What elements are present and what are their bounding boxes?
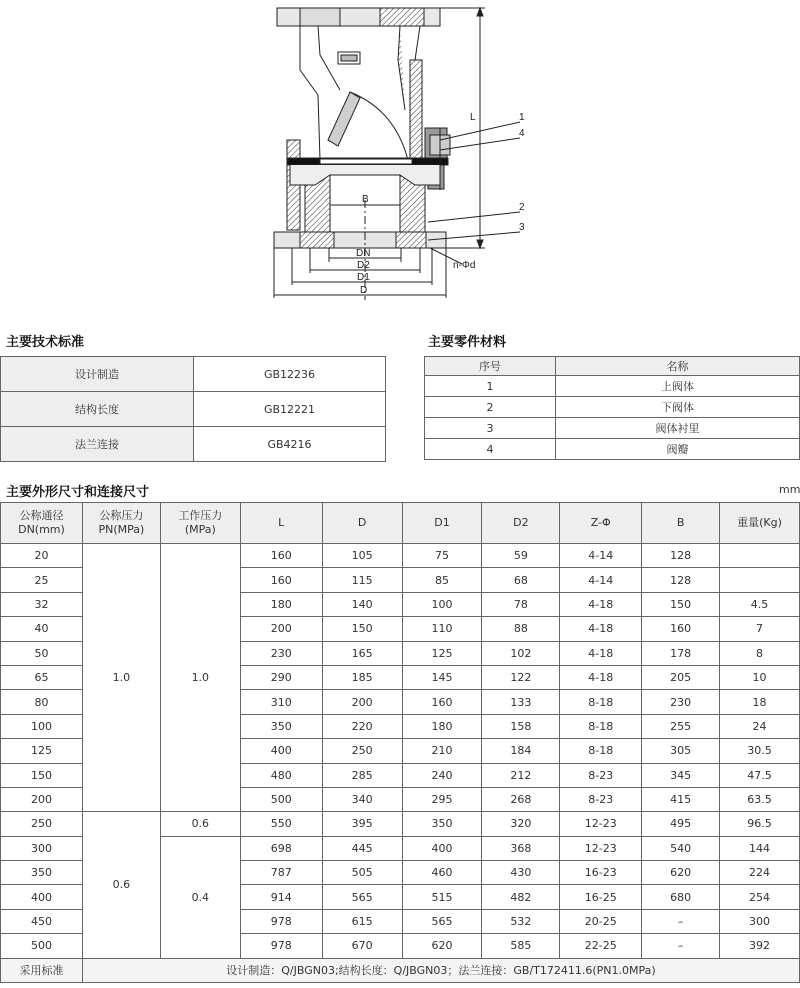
- cell-d1: 565: [402, 909, 482, 933]
- cell-z: 4-18: [560, 617, 642, 641]
- table-header-row: [1, 503, 800, 544]
- cell-z: 4-18: [560, 665, 642, 689]
- cell-dn: 80: [1, 690, 83, 714]
- cell-b: 128: [642, 568, 720, 592]
- standards-label: 采用标准: [1, 958, 83, 982]
- cell-l: 550: [240, 812, 322, 836]
- cell-z: 20-25: [560, 909, 642, 933]
- materials-table: [424, 356, 800, 460]
- cell-weight: 300: [720, 909, 800, 933]
- cell-d1: 620: [402, 934, 482, 958]
- cell-b: 160: [642, 617, 720, 641]
- cell-dn: 100: [1, 714, 83, 738]
- cell-pn: 1.0: [82, 544, 160, 812]
- cell-d2: 320: [482, 812, 560, 836]
- col-header-D2: D2: [482, 503, 560, 544]
- cell-pn: 0.6: [82, 812, 160, 958]
- cell-z: 4-14: [560, 568, 642, 592]
- cell-d1: 460: [402, 861, 482, 885]
- cell-d1: 295: [402, 787, 482, 811]
- cell-b: –: [642, 909, 720, 933]
- cell-d2: 482: [482, 885, 560, 909]
- part-callout-4: 4: [519, 128, 525, 139]
- cell-dn: 500: [1, 934, 83, 958]
- cell-d: 565: [322, 885, 402, 909]
- cell-d2: 122: [482, 665, 560, 689]
- cell-d: 105: [322, 544, 402, 568]
- cell-d: 340: [322, 787, 402, 811]
- col-header-D: D: [322, 503, 402, 544]
- cell-l: 978: [240, 909, 322, 933]
- cell-b: 178: [642, 641, 720, 665]
- cell-z: 12-23: [560, 836, 642, 860]
- cell-b: 230: [642, 690, 720, 714]
- col-header-name: 名称: [556, 357, 800, 376]
- cell-b: –: [642, 934, 720, 958]
- cell-d: 185: [322, 665, 402, 689]
- cell-l: 400: [240, 739, 322, 763]
- cell-wp: 0.4: [160, 836, 240, 958]
- dim-label-D1: D1: [357, 272, 370, 283]
- cell-d1: 125: [402, 641, 482, 665]
- cell-l: 978: [240, 934, 322, 958]
- cell-weight: [720, 544, 800, 568]
- cell-wp: 0.6: [160, 812, 240, 836]
- cell-d: 200: [322, 690, 402, 714]
- cell-dn: 300: [1, 836, 83, 860]
- tech-value: GB4216: [194, 427, 386, 462]
- cell-l: 160: [240, 544, 322, 568]
- tech-standards-title: 主要技术标准: [6, 335, 85, 350]
- table-row: [1, 392, 386, 427]
- cell-b: 150: [642, 592, 720, 616]
- dim-label-D: D: [360, 285, 368, 296]
- cell-dn: 350: [1, 861, 83, 885]
- part-name: 上阀体: [556, 376, 800, 397]
- cell-dn: 25: [1, 568, 83, 592]
- part-name: 阀瓣: [556, 439, 800, 460]
- table-footer-row: [1, 958, 800, 982]
- cell-b: 680: [642, 885, 720, 909]
- cell-d: 395: [322, 812, 402, 836]
- cell-b: 415: [642, 787, 720, 811]
- dimensions-table: [0, 502, 800, 983]
- col-header-pn: 公称压力 PN(MPa): [82, 503, 160, 544]
- valve-section-drawing: [0, 0, 800, 320]
- table-row: [425, 439, 800, 460]
- cell-d: 250: [322, 739, 402, 763]
- cell-d2: 59: [482, 544, 560, 568]
- cell-d2: 133: [482, 690, 560, 714]
- cell-dn: 125: [1, 739, 83, 763]
- part-callout-1: 1: [519, 112, 525, 123]
- tech-value: GB12236: [194, 357, 386, 392]
- cell-dn: 250: [1, 812, 83, 836]
- cell-dn: 40: [1, 617, 83, 641]
- cell-d1: 240: [402, 763, 482, 787]
- cell-dn: 20: [1, 544, 83, 568]
- cell-d2: 78: [482, 592, 560, 616]
- cell-weight: 4.5: [720, 592, 800, 616]
- cell-b: 345: [642, 763, 720, 787]
- part-no: 1: [425, 376, 556, 397]
- cell-d: 140: [322, 592, 402, 616]
- cell-l: 350: [240, 714, 322, 738]
- col-header-no: 序号: [425, 357, 556, 376]
- cell-d2: 88: [482, 617, 560, 641]
- cell-l: 290: [240, 665, 322, 689]
- cell-z: 8-23: [560, 763, 642, 787]
- table-row: [1, 427, 386, 462]
- part-no: 4: [425, 439, 556, 460]
- tech-item: 法兰连接: [1, 427, 194, 462]
- cell-dn: 450: [1, 909, 83, 933]
- cell-d1: 75: [402, 544, 482, 568]
- cell-z: 8-18: [560, 739, 642, 763]
- cell-d1: 515: [402, 885, 482, 909]
- unit-label: mm: [779, 483, 800, 496]
- part-name: 下阀体: [556, 397, 800, 418]
- cell-b: 620: [642, 861, 720, 885]
- cell-d1: 210: [402, 739, 482, 763]
- cell-weight: [720, 568, 800, 592]
- cell-z: 8-18: [560, 690, 642, 714]
- cell-z: 8-23: [560, 787, 642, 811]
- cell-b: 305: [642, 739, 720, 763]
- materials-title: 主要零件材料: [428, 335, 507, 350]
- cell-d1: 145: [402, 665, 482, 689]
- part-callout-2: 2: [519, 202, 525, 213]
- dim-label-D2: D2: [357, 260, 370, 271]
- cell-weight: 144: [720, 836, 800, 860]
- dim-label-L: L: [470, 112, 476, 123]
- part-callout-3: 3: [519, 222, 525, 233]
- cell-dn: 150: [1, 763, 83, 787]
- cell-d1: 160: [402, 690, 482, 714]
- table-row: [425, 397, 800, 418]
- tech-item: 结构长度: [1, 392, 194, 427]
- cell-dn: 65: [1, 665, 83, 689]
- cell-l: 480: [240, 763, 322, 787]
- cell-b: 128: [642, 544, 720, 568]
- col-header-dn: 公称通径 DN(mm): [1, 503, 83, 544]
- part-name: 阀体衬里: [556, 418, 800, 439]
- cell-d: 220: [322, 714, 402, 738]
- cell-d: 150: [322, 617, 402, 641]
- tech-item: 设计制造: [1, 357, 194, 392]
- cell-l: 160: [240, 568, 322, 592]
- cell-l: 500: [240, 787, 322, 811]
- cell-l: 698: [240, 836, 322, 860]
- cell-weight: 30.5: [720, 739, 800, 763]
- cell-d1: 100: [402, 592, 482, 616]
- cell-dn: 400: [1, 885, 83, 909]
- cell-weight: 254: [720, 885, 800, 909]
- table-row: [1, 357, 386, 392]
- col-header-L: L: [240, 503, 322, 544]
- cell-d: 285: [322, 763, 402, 787]
- col-header-wp: 工作压力 (MPa): [160, 503, 240, 544]
- table-row: [1, 812, 800, 836]
- cell-z: 8-18: [560, 714, 642, 738]
- cell-dn: 32: [1, 592, 83, 616]
- cell-d2: 68: [482, 568, 560, 592]
- dim-label-B: B: [362, 194, 369, 205]
- cell-d: 165: [322, 641, 402, 665]
- cell-b: 255: [642, 714, 720, 738]
- cell-d2: 184: [482, 739, 560, 763]
- cell-z: 22-25: [560, 934, 642, 958]
- tech-value: GB12221: [194, 392, 386, 427]
- cell-wp: 1.0: [160, 544, 240, 812]
- cell-b: 495: [642, 812, 720, 836]
- cell-d: 670: [322, 934, 402, 958]
- cell-d1: 110: [402, 617, 482, 641]
- cell-weight: 96.5: [720, 812, 800, 836]
- cell-d2: 102: [482, 641, 560, 665]
- cell-d: 445: [322, 836, 402, 860]
- cell-d2: 430: [482, 861, 560, 885]
- cell-b: 540: [642, 836, 720, 860]
- col-header-B: B: [642, 503, 720, 544]
- cell-d: 615: [322, 909, 402, 933]
- dimensions-table-body: [1, 544, 800, 983]
- cell-weight: 18: [720, 690, 800, 714]
- table-row: [1, 544, 800, 568]
- cell-l: 200: [240, 617, 322, 641]
- cell-d1: 85: [402, 568, 482, 592]
- dimensions-title: 主要外形尺寸和连接尺寸: [6, 485, 150, 500]
- col-header-weight: 重量(Kg): [720, 503, 800, 544]
- cell-z: 16-23: [560, 861, 642, 885]
- cell-d2: 268: [482, 787, 560, 811]
- cell-l: 230: [240, 641, 322, 665]
- cell-d2: 158: [482, 714, 560, 738]
- cell-z: 16-25: [560, 885, 642, 909]
- cell-d1: 350: [402, 812, 482, 836]
- dim-label-bolt: n-Φd: [453, 260, 476, 271]
- cell-l: 180: [240, 592, 322, 616]
- cell-l: 914: [240, 885, 322, 909]
- dim-label-DN: DN: [356, 248, 371, 259]
- cell-weight: 10: [720, 665, 800, 689]
- cell-z: 12-23: [560, 812, 642, 836]
- table-row: [425, 418, 800, 439]
- cell-d2: 368: [482, 836, 560, 860]
- cell-weight: 63.5: [720, 787, 800, 811]
- col-header-Z: Z-Φ: [560, 503, 642, 544]
- cell-b: 205: [642, 665, 720, 689]
- cell-d1: 180: [402, 714, 482, 738]
- cell-weight: 7: [720, 617, 800, 641]
- cell-d1: 400: [402, 836, 482, 860]
- col-header-D1: D1: [402, 503, 482, 544]
- cell-d2: 532: [482, 909, 560, 933]
- table-row: [425, 376, 800, 397]
- cell-weight: 392: [720, 934, 800, 958]
- cell-d2: 212: [482, 763, 560, 787]
- tech-standards-table: [0, 356, 386, 462]
- standards-text: 设计制造：Q/JBGN03;结构长度：Q/JBGN03；法兰连接：GB/T172411.6(PN1.0MPa): [82, 958, 799, 982]
- cell-d: 505: [322, 861, 402, 885]
- cell-dn: 200: [1, 787, 83, 811]
- cell-weight: 24: [720, 714, 800, 738]
- cell-d2: 585: [482, 934, 560, 958]
- cell-dn: 50: [1, 641, 83, 665]
- cell-weight: 224: [720, 861, 800, 885]
- cell-z: 4-14: [560, 544, 642, 568]
- cell-l: 310: [240, 690, 322, 714]
- cell-weight: 8: [720, 641, 800, 665]
- table-header-row: [425, 357, 800, 376]
- cell-z: 4-18: [560, 592, 642, 616]
- cell-l: 787: [240, 861, 322, 885]
- cell-z: 4-18: [560, 641, 642, 665]
- cell-weight: 47.5: [720, 763, 800, 787]
- part-no: 3: [425, 418, 556, 439]
- part-no: 2: [425, 397, 556, 418]
- cell-d: 115: [322, 568, 402, 592]
